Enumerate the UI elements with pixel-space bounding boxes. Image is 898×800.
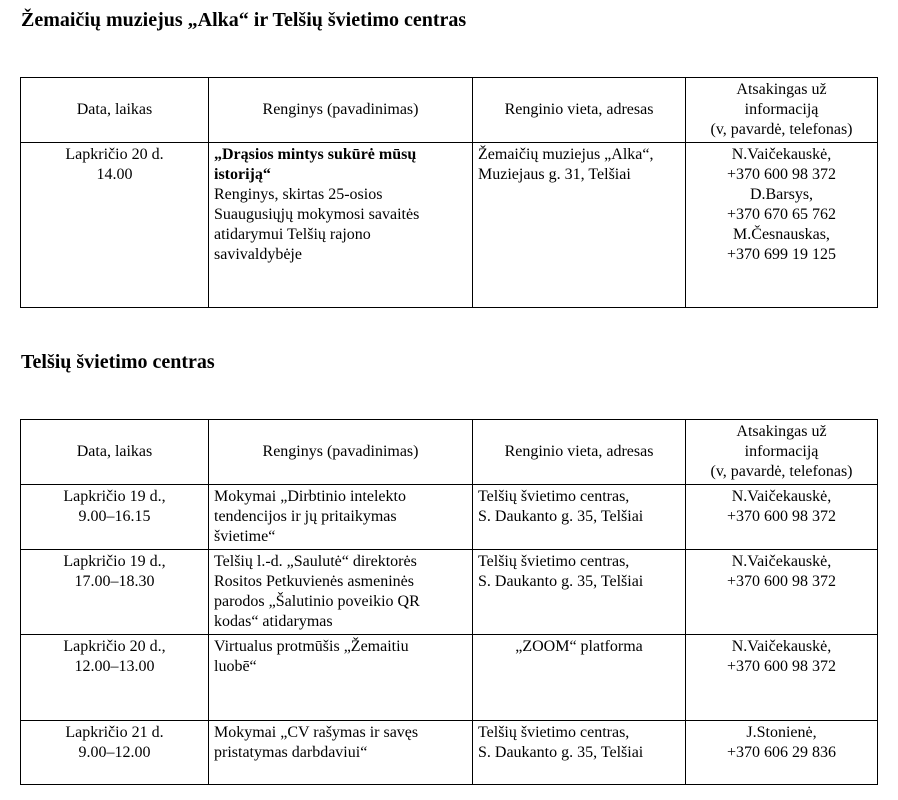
place-line: S. Daukanto g. 35, Telšiai (478, 573, 644, 590)
event-line: parodos „Šalutinio poveikio QR (214, 593, 420, 610)
place-line: Žemaičių muziejus „Alka“, (478, 146, 654, 163)
event-line: švietime“ (214, 528, 276, 545)
date-line: Lapkričio 20 d. (65, 146, 164, 163)
event-line: Telšių l.-d. „Saulutė“ direktorės (214, 553, 417, 570)
cell-place (473, 635, 686, 721)
contact-line: +370 600 98 372 (726, 508, 837, 525)
section-title-centras: Telšių švietimo centras (21, 351, 215, 373)
cell-date (21, 485, 209, 550)
date-line: Lapkričio 19 d., (63, 553, 166, 570)
cell-event (209, 485, 473, 550)
contact-line: +370 600 98 372 (726, 658, 837, 675)
event-line: Suaugusiųjų mokymosi savaitės (214, 206, 420, 223)
header-contact-line: (v, pavardė, telefonas) (710, 463, 853, 480)
cell-contact (686, 550, 878, 635)
event-title-line: istoriją“ (214, 166, 271, 183)
table-header-row (21, 420, 878, 485)
time-line: 9.00–16.15 (78, 508, 151, 525)
events-table-centras (20, 419, 878, 785)
event-line: luobē“ (214, 658, 257, 675)
place-line: S. Daukanto g. 35, Telšiai (478, 508, 644, 525)
event-title-line: „Drąsios mintys sukūrė mūsų (214, 146, 417, 163)
contact-line: N.Vaičekauskė, (731, 488, 832, 505)
header-contact-line: Atsakingas už (736, 81, 827, 98)
cell-place (473, 485, 686, 550)
place-line: Telšių švietimo centras, (478, 724, 630, 741)
header-date: Data, laikas (21, 420, 209, 485)
event-line: Renginys, skirtas 25-osios (214, 186, 383, 203)
cell-date (21, 635, 209, 721)
contact-line: +370 699 19 125 (726, 246, 837, 263)
header-contact-line: informaciją (744, 443, 819, 460)
contact-line: N.Vaičekauskė, (731, 146, 832, 163)
contact-line: D.Barsys, (749, 186, 814, 203)
event-line: savivaldybėje (214, 246, 302, 263)
contact-line: +370 600 98 372 (726, 166, 837, 183)
place-line: „ZOOM“ platforma (515, 638, 643, 655)
table-header-row (21, 78, 878, 143)
cell-place (473, 721, 686, 785)
time-line: 14.00 (96, 166, 133, 183)
event-line: Mokymai „Dirbtinio intelekto (214, 488, 406, 505)
place-line: S. Daukanto g. 35, Telšiai (478, 744, 644, 761)
header-contact (686, 78, 878, 143)
contact-line: +370 606 29 836 (726, 744, 837, 761)
event-line: tendencijos ir jų pritaikymas (214, 508, 397, 525)
cell-event (209, 635, 473, 721)
event-line: pristatymas darbdaviui“ (214, 744, 368, 761)
event-line: Virtualus protmūšis „Žemaitiu (214, 638, 409, 655)
table-row (21, 143, 878, 308)
header-contact-line: (v, pavardė, telefonas) (710, 121, 853, 138)
table-row (21, 721, 878, 785)
cell-place (473, 143, 686, 308)
place-line: Telšių švietimo centras, (478, 488, 630, 505)
place-line: Telšių švietimo centras, (478, 553, 630, 570)
cell-date (21, 143, 209, 308)
cell-event (209, 550, 473, 635)
header-contact (686, 420, 878, 485)
header-place: Renginio vieta, adresas (473, 78, 686, 143)
cell-contact (686, 143, 878, 308)
cell-event (209, 143, 473, 308)
cell-event (209, 721, 473, 785)
event-line: kodas“ atidarymas (214, 613, 333, 630)
date-line: Lapkričio 20 d., (63, 638, 166, 655)
header-event: Renginys (pavadinimas) (209, 420, 473, 485)
cell-date (21, 550, 209, 635)
table-row (21, 550, 878, 635)
contact-line: N.Vaičekauskė, (731, 638, 832, 655)
header-contact-line: informaciją (744, 101, 819, 118)
contact-line: +370 670 65 762 (726, 206, 837, 223)
events-table-alka (20, 77, 878, 308)
time-line: 9.00–12.00 (78, 744, 151, 761)
cell-contact (686, 635, 878, 721)
date-line: Lapkričio 19 d., (63, 488, 166, 505)
contact-line: M.Česnauskas, (733, 226, 830, 243)
event-line: Rositos Petkuvienės asmeninės (214, 573, 414, 590)
event-line: Mokymai „CV rašymas ir savęs (214, 724, 419, 741)
cell-contact (686, 485, 878, 550)
table-row (21, 635, 878, 721)
contact-line: +370 600 98 372 (726, 573, 837, 590)
table-row (21, 485, 878, 550)
contact-line: N.Vaičekauskė, (731, 553, 832, 570)
cell-contact (686, 721, 878, 785)
header-contact-line: Atsakingas už (736, 423, 827, 440)
event-line: atidarymui Telšių rajono (214, 226, 371, 243)
header-date: Data, laikas (21, 78, 209, 143)
header-event: Renginys (pavadinimas) (209, 78, 473, 143)
cell-place (473, 550, 686, 635)
section-title-alka: Žemaičių muziejus „Alka“ ir Telšių švietimo centras (21, 9, 467, 31)
cell-date (21, 721, 209, 785)
date-line: Lapkričio 21 d. (65, 724, 164, 741)
time-line: 12.00–13.00 (74, 658, 155, 675)
header-place: Renginio vieta, adresas (473, 420, 686, 485)
place-line: Muziejaus g. 31, Telšiai (478, 166, 631, 183)
time-line: 17.00–18.30 (74, 573, 155, 590)
contact-line: J.Stonienė, (746, 724, 817, 741)
